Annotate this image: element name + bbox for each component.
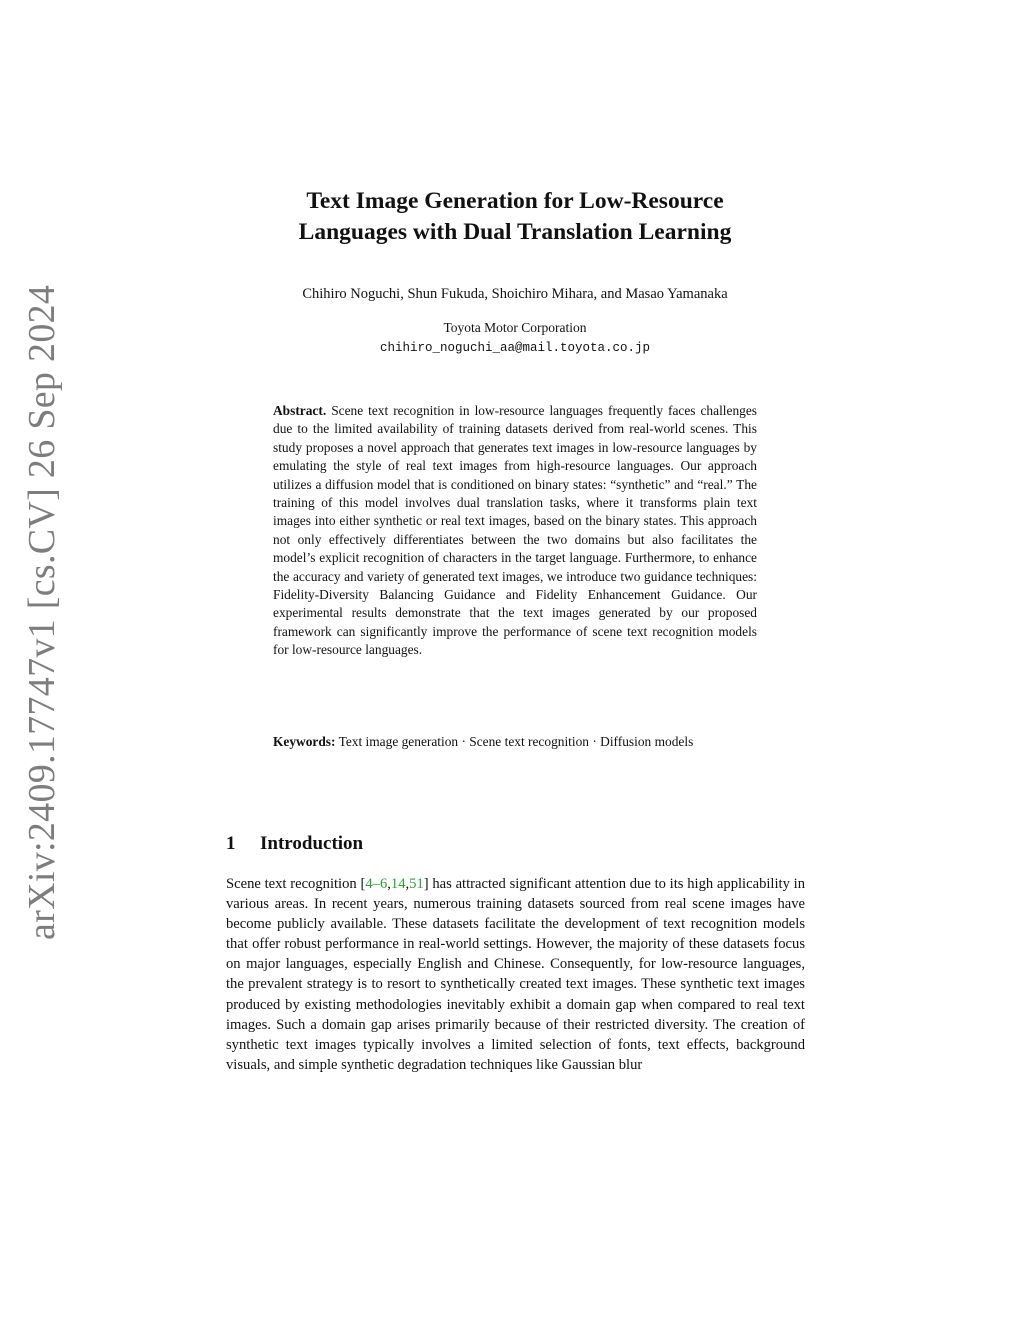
abstract <box>273 402 757 660</box>
keywords <box>273 733 757 751</box>
section-title: Introduction <box>260 833 364 854</box>
intro-text-start: Scene text recognition <box>226 876 361 892</box>
contact-email[interactable]: chihiro_noguchi_aa@mail.toyota.co.jp <box>379 341 651 355</box>
paper-title <box>200 186 830 248</box>
citation-link[interactable]: 14 <box>390 876 406 892</box>
title-line: Text Image Generation for Low-Resource <box>306 188 724 214</box>
citation-bracket: ] <box>423 876 429 892</box>
citation-separator: , <box>387 876 391 892</box>
keywords-text: Text image generation · Scene text recognition · Diffusion models <box>338 734 694 749</box>
citation-bracket: [ <box>360 876 366 892</box>
citation-link[interactable]: 4–6 <box>365 876 388 892</box>
arxiv-identifier: arXiv:2409.17747v1 [cs.CV] 26 Sep 2024 <box>21 284 63 940</box>
introduction-paragraph <box>226 874 805 1075</box>
citation-separator: , <box>405 876 410 892</box>
section-heading-introduction <box>226 831 363 857</box>
abstract-text: Scene text recognition in low-resource languages frequently faces challenges due to the limited availability of training datasets derived from real-world scenes. This study proposes a novel approach that generates text images in low-resource languages by emulating the style of real text images from high-resource languages. Our approach utilizes a diffusion model that is conditioned on binary states: “synthetic” and “real.” The training of this model involves dual translation tasks, where it transforms plain text images into either synthetic or real text images, based on the binary states. This approach not only effectively differentiates between the two domains but also facilitates the model’s explicit recognition of characters in the target language. Furthermore, to enhance the accuracy and variety of generated text images, we introduce two guidance techniques: Fidelity-Diversity Balancing Guidance and Fidelity Enhancement Guidance. Our experimental results demonstrate that the text images generated by our proposed framework can significantly improve the performance of scene text recognition models for low-resource languages. <box>273 403 757 658</box>
affiliation: Toyota Motor Corporation <box>443 320 587 335</box>
abstract-label: Abstract. <box>273 403 327 418</box>
title-line: Languages with Dual Translation Learning <box>298 219 732 245</box>
section-number: 1 <box>226 833 236 854</box>
keywords-label: Keywords: <box>273 734 336 749</box>
intro-text-rest: has attracted significant attention due to its high applicability in various areas. In recent years, numerous training datasets sourced from real scene images have become publicly available. These datasets facilitate the development of text recognition models that offer robust performance in real-world settings. However, the majority of these datasets focus on major languages, especially English and Chinese. Consequently, for low-resource languages, the prevalent strategy is to resort to synthetically created text images. These synthetic text images produced by existing methodologies inevitably exhibit a domain gap when compared to real text images. Such a domain gap arises primarily because of their restricted diversity. The creation of synthetic text images typically involves a limited selection of fonts, text effects, background visuals, and simple synthetic degradation techniques like Gaussian blur <box>226 876 805 1073</box>
citation-link[interactable]: 51 <box>409 876 424 892</box>
author-list: Chihiro Noguchi, Shun Fukuda, Shoichiro Mihara, and Masao Yamanaka <box>302 286 728 302</box>
